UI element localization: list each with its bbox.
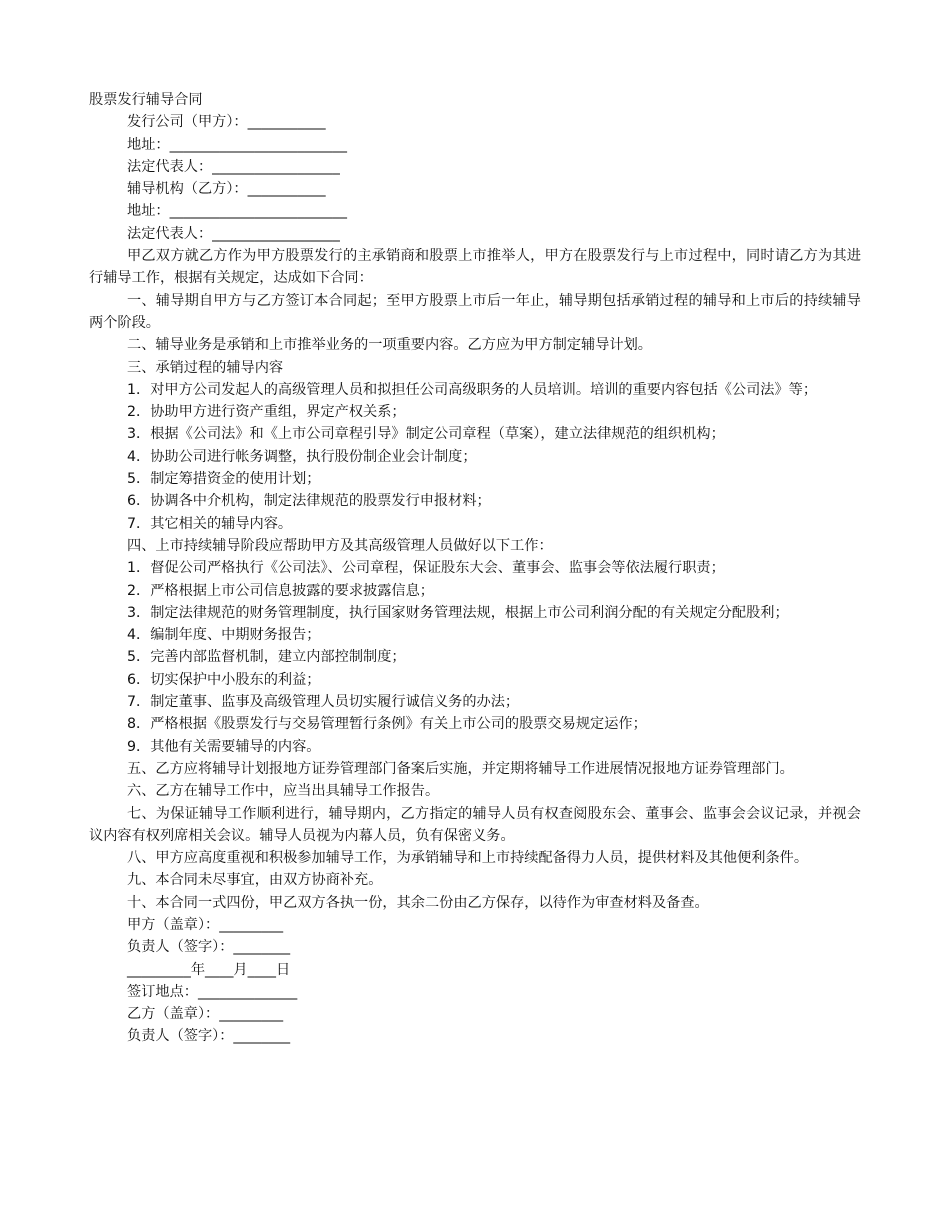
clause-4-item-9: 9．其他有关需要辅导的内容。	[127, 738, 321, 755]
clause-7: 七、为保证辅导工作顺利进行，辅导期内，乙方指定的辅导人员有权查阅股东会、董事会、监事会会议记录，并视会议内容有权列席相关会议。辅导人员视为内幕人员，负有保密义务。	[89, 805, 861, 844]
issuer-address-field: 地址：_________________________	[127, 136, 347, 153]
contract-document	[89, 89, 861, 1048]
clause-2: 二、辅导业务是承销和上市推举业务的一项重要内容。乙方应为甲方制定辅导计划。	[127, 337, 652, 354]
header-fields	[89, 111, 861, 245]
advisor-address-field: 地址：_________________________	[127, 203, 347, 220]
clause-3-item-1: 1．对甲方公司发起人的高级管理人员和拟担任公司高级职务的人员培训。培训的重要内容包括《公司法》等；	[127, 381, 818, 398]
clause-8: 八、甲方应高度重视和积极参加辅导工作，为承销辅导和上市持续配备得力人员，提供材料及其他便利条件。	[127, 850, 809, 867]
clause-9: 九、本合同未尽事宜，由双方协商补充。	[127, 872, 383, 889]
contract-body	[89, 245, 861, 914]
clause-4-item-1: 1．督促公司严格执行《公司法》、公司章程，保证股东大会、董事会、监事会等依法履行职责；	[127, 560, 725, 577]
clause-3-item-7: 7．其它相关的辅导内容。	[127, 515, 293, 532]
clause-5: 五、乙方应将辅导计划报地方证券管理部门备案后实施，并定期将辅导工作进展情况报地方证券管理部门。	[127, 760, 794, 777]
clause-4-item-5: 5．完善内部监督机制，建立内部控制制度；	[127, 649, 406, 666]
party-b-seal-field: 乙方（盖章）：_________	[127, 1006, 284, 1023]
clause-4-item-4: 4．编制年度、中期财务报告；	[127, 627, 321, 644]
clause-4-item-8: 8．严格根据《股票发行与交易管理暂行条例》有关上市公司的股票交易规定运作；	[127, 716, 647, 733]
preamble-paragraph: 甲乙双方就乙方作为甲方股票发行的主承销商和股票上市推举人，甲方在股票发行与上市过程中，同时请乙方为其进行辅导工作，根据有关规定，达成如下合同：	[89, 248, 861, 287]
clause-4-item-2: 2．严格根据上市公司信息披露的要求披露信息；	[127, 582, 434, 599]
signature-block	[89, 914, 861, 1048]
clause-3-item-2: 2．协助甲方进行资产重组，界定产权关系；	[127, 404, 406, 421]
clause-4-item-6: 6．切实保护中小股东的利益；	[127, 671, 321, 688]
date-field: _________年____月____日	[127, 961, 291, 978]
clause-10: 十、本合同一式四份，甲乙双方各执一份，其余二份由乙方保存，以待作为审查材料及备查。	[127, 894, 709, 911]
issuer-legal-rep-field: 法定代表人：__________________	[127, 158, 340, 175]
clause-3-item-4: 4．协助公司进行帐务调整，执行股份制企业会计制度；	[127, 448, 477, 465]
clause-4-item-7: 7．制定董事、监事及高级管理人员切实履行诚信义务的办法；	[127, 694, 520, 711]
advisor-legal-rep-field: 法定代表人：__________________	[127, 225, 340, 242]
signing-place-field: 签订地点：______________	[127, 983, 298, 1000]
clause-6: 六、乙方在辅导工作中，应当出具辅导工作报告。	[127, 783, 440, 800]
clause-3-item-5: 5．制定筹措资金的使用计划；	[127, 471, 321, 488]
party-a-signer-field: 负责人（签字）：________	[127, 939, 291, 956]
issuer-field: 发行公司（甲方）：___________	[127, 114, 326, 131]
clause-1: 一、辅导期自甲方与乙方签订本合同起；至甲方股票上市后一年止，辅导期包括承销过程的辅导和上市后的持续辅导两个阶段。	[89, 292, 861, 331]
clause-4-item-3: 3．制定法律规范的财务管理制度，执行国家财务管理法规，根据上市公司利润分配的有关规定分配股利；	[127, 604, 789, 621]
clause-3-item-3: 3．根据《公司法》和《上市公司章程引导》制定公司章程（草案），建立法律规范的组织机构；	[127, 426, 725, 443]
advisor-field: 辅导机构（乙方）：___________	[127, 181, 326, 198]
document-title: 股票发行辅导合同	[89, 92, 203, 108]
party-b-signer-field: 负责人（签字）：________	[127, 1028, 291, 1045]
party-a-seal-field: 甲方（盖章）：_________	[127, 916, 284, 933]
clause-4-heading: 四、上市持续辅导阶段应帮助甲方及其高级管理人员做好以下工作：	[127, 537, 553, 554]
clause-3-heading: 三、承销过程的辅导内容	[127, 359, 284, 376]
clause-3-item-6: 6．协调各中介机构，制定法律规范的股票发行申报材料；	[127, 493, 491, 510]
